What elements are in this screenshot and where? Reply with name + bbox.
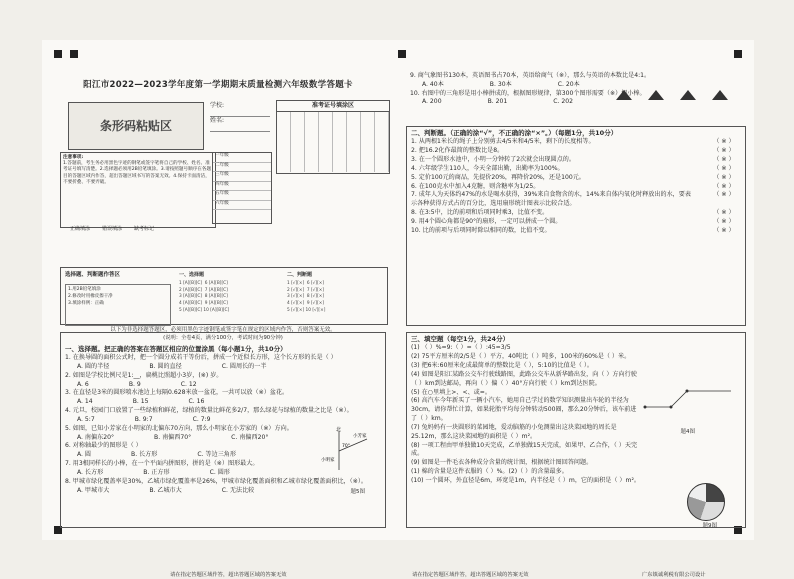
answer-banner: 以下为非选择题答题区，必须用黑色字迹钢笔或签字笔在规定的区域内作答，否则答案无效。 [110, 327, 336, 333]
q9-text: 9. 商气象图书130本，英语图书占70本，英语给商气（※），那么与英语的本数比是4:1。 [410, 72, 651, 79]
questions-box [60, 332, 386, 528]
right-footer-right: 广东镇诚利税有限公司设计 [642, 572, 706, 578]
class-item[interactable]: 五年级 [213, 191, 271, 201]
judge-item: 8. 在3:5中，比的前项和后项同时乘3，比值不变。 （ ※ ） [411, 209, 735, 217]
left-page [50, 40, 386, 578]
page-title: 阳江市2022—2023学年度第一学期期末质量检测六年级数学答题卡 [83, 80, 353, 90]
class-item[interactable]: 三年级 [213, 172, 271, 182]
choice-bubbles[interactable]: 1 [A][B][C] 6 [A][B][C] 2 [A][B][C] 7 [A][B][C] 3 [A][B][C] 8 [A][B][C] 4 [A][B][C] 9 [A][B][C] 5 [A][B][C] 10 [A][B][C] [179, 281, 230, 313]
school-field[interactable]: 学校: [210, 102, 270, 117]
fill-box [406, 332, 746, 528]
question: 3. 在直径是3米的圆形喷水池边上每隔0.628米放一盆花，一共可以放（※）盆花。 A. 14 B. 15 C. 16 [65, 389, 289, 406]
angle-label: 70° [342, 444, 350, 449]
class-list [212, 152, 272, 224]
choice-answer-area [60, 267, 388, 325]
judge-item: 5. 定价100元的商品，先提价20%，再降价20%，还是100元。 （ ※ ） [411, 173, 735, 181]
pie-chart [687, 483, 725, 521]
question: 4. 元旦，校园门口放置了一些绿植和鲜花，绿植的数量比鲜花多2/7，那么绿花与绿植的数量之比是（※）。 A. 5:7 B. 9:7 C. 7:9 [65, 407, 353, 423]
judge-item: 9. 用4个圆心角都是90°的扇形，一定可以拼成一个圆。 （ ※ ） [411, 217, 735, 225]
question: 8. 甲城市绿化覆盖率是30%，乙城市绿化覆盖率是26%，甲城市绿化覆盖面积和乙城市绿化覆盖面积比，（※）。 A. 甲城市大 B. 乙城市大 C. 无法比较 [65, 477, 367, 494]
q10-text: 10. 右图中的三角形是用小棒拼成的，根据图形规律，第300个图形需要（※）根小棒。 [410, 89, 646, 97]
fill-item: (1) 棉的含量是这件衣服的（ ）%。(2)（ ）的含量最多。 [411, 468, 568, 476]
fill-heading: 三、填空题（每空1分，共24分） [411, 335, 510, 343]
class-item[interactable]: 二年级 [213, 163, 271, 173]
north-label: 北 [336, 427, 342, 433]
point-b-label: 小明家 [321, 458, 335, 463]
right-footer-left: 请在指定答题区域作答，超出答题区域的答案无效 [412, 572, 529, 578]
question: 6. 对称轴最少的图形是（ ） A. 圆 B. 长方形 C. 等边三角形 [65, 442, 236, 459]
question: 2. 如图是学校比例尺是1:__，扁桃比照超小3岁，(※) 岁。 A. 6 B. 9 C. 12 [65, 371, 223, 388]
class-item[interactable]: 一年级 [213, 153, 271, 163]
fill-item: (10) 一个圆环，外直径是6m，环宽是1m，内半径是（ ）m，它的面积是（ ）m²。 [411, 476, 640, 484]
fill-item: (9) 如图是一件毛衣各种成分含量的统计图，根据统计图回答问题。 [411, 459, 593, 467]
choice-area-title: 选择题、判断题作答区 [65, 272, 121, 278]
fill-item: (7) 兔妈妈有一块圆形的菜园地，爱动脑筋的小兔测量出这块菜园地的周长是25.12m，那么这块菜园地的面积是（ ）m²。 [411, 423, 617, 440]
point-a-label: 小芳家 [353, 434, 367, 439]
direction-figure [319, 425, 375, 475]
student-info [210, 102, 270, 148]
admit-label: 准考证号填涂区 [277, 101, 389, 112]
notes-title: 注意事项: [63, 155, 84, 160]
judge-item: 6. 在100克水中加入4克糖，则含糖率为1/25。 （ ※ ） [411, 182, 735, 190]
admission-number-grid[interactable] [276, 100, 390, 174]
notes [60, 152, 216, 228]
choice-continued: 9. 商气象图书130本，英语图书占70本，英语给商气（※），那么与英语的本数比是4:1。 A. 40本 B. 30本 C. 20本 10. 右图中的三角形是用小棒拼成的，根据图形规律，第300个图形需要（※）根小棒。 A. 200 B. 201 C. 202 [406, 70, 746, 122]
absent-mark[interactable]: 缺考标记 [134, 226, 155, 232]
judge-item: 7. 成年人为天体约47%的水是喝水获得，39%来自食物含的水，14%来自体内氧化时释放出的水，要表示各种获得方式占的百分比，选用扇形统计图表示比较合适。 （ ※ ） [411, 191, 735, 208]
judge-item: 4. 六年级学生110人，今天全部出勤，出勤率为100%。 （ ※ ） [411, 164, 735, 172]
fill-item: (8) 一项工程由甲单独做10天完成，乙单独做15天完成，如果甲、乙合作，（ ）天完成。 [411, 441, 638, 458]
judge-item: 3. 在一个圆形水池中，小明一分钟转了2次就会出现圆点的。 （ ※ ） [411, 156, 735, 164]
figure-caption: 题5图 [350, 489, 365, 495]
judge-heading: 二、判断题。（正确的涂“√”，不正确的涂“×”。）（每题1分，共10分） [411, 129, 618, 137]
wrong-example: 错误填涂 [102, 226, 123, 232]
registration-mark [398, 50, 406, 58]
score-note: (说明：全卷4页，满分100分，考试时间为90分钟) [163, 335, 283, 341]
route-map [641, 377, 737, 427]
pie-caption: 题9图 [702, 523, 717, 529]
section-heading: 一、选择题。把正确的答案在答题区相应的位置涂黑（每小题1分，共10分） [65, 344, 287, 353]
barcode-area: 条形码粘贴区 [68, 102, 204, 150]
fill-item: (2) 75平方厘米的2/5是（ ）平方，40吨比（ ）吨多，100米的60%是（ ）米。 [411, 353, 631, 361]
sec1-label: 一、选择题 [179, 272, 205, 278]
fill-item: (1) （ ）%=9:（ ）=（ ）:45=3/5 [411, 344, 511, 352]
fill-item: (5) 在○里填上>、<、或=。 [411, 388, 491, 396]
notes-text: 1.答题前，考生务必用黑色字迹的钢笔或签字笔将自己的学校、姓名、准考证号填写清楚。2.选择题必须用2B铅笔填涂。3.请按照题号顺序在各题目的答题区域内作答，超出答题区域书写的答案无效。4.保持卡面清洁，不要折叠、不要弄破。 [63, 161, 212, 185]
name-field[interactable]: 姓名: [210, 117, 270, 132]
registration-mark [734, 50, 742, 58]
fill-demo [70, 226, 270, 238]
fill-item: (4) 如图是阳江某路公交车行驶线路图，此路公交车从新华路出发，向（ ）方向行驶（ ）km到达邮局，再向（ ）偏（ ）40°方向行驶（ ）km到达医院。 [411, 370, 637, 387]
judge-item: 2. 把16.2化作最简的整数比是8。 （ ※ ） [411, 147, 735, 155]
left-footer: 请在指定答题区域作答，超出答题区域的答案无效 [170, 572, 287, 578]
question: 7. 用3根同样长的小棒，在一个平面内拼图形，拼的是（※）图形最大。 A. 长方形 B. 正方形 C. 圆形 [65, 460, 259, 476]
judge-item: 1. 从两根1米长的绳子上分别剪去4/5米和4/5米，剩下的长度相等。 （ ※ ） [411, 138, 735, 146]
class-item[interactable]: 四年级 [213, 182, 271, 192]
judge-bubbles[interactable]: 1 [√][×] 6 [√][×] 2 [√][×] 7 [√][×] 3 [√][×] 8 [√][×] 4 [√][×] 9 [√][×] 5 [√][×] 10 [√][×] [287, 281, 326, 313]
answer-sheet [42, 40, 754, 578]
class-item[interactable]: 六年级 [213, 201, 271, 211]
fill-example: 正确填涂 [70, 226, 91, 232]
triangle-pattern [608, 90, 736, 104]
fill-item: (6) 高汽车今年新买了一辆小汽车，她用自己学过的数学知识测量出车轮的半径为30cm，请你帮忙计算，如果轮胎平均每分钟转动500圈，那么20分钟后，该车前进了（ ）km。 [411, 397, 637, 423]
judge-box [406, 126, 746, 326]
question: 5. 如图，已知小芳家在小明家的北偏东70方向，那么小明家在小芳家的（※）方向。 A. 南偏东20° B. 南偏西70° C. 南偏西20° [65, 424, 293, 441]
fill-item: (3) 把6米:60厘米化成最简单的整数比是（ ），5:10的比值是（ ）。 [411, 362, 593, 370]
map-caption: 题4图 [680, 429, 695, 435]
question: 1. 在换导圆的面积公式时，把一个圆分成若干等份后，拼成一个近似长方形，这个长方形的长是（ ） A. 圆的半径 B. 圆的直径 C. 圆周长的一半 [65, 354, 337, 370]
judge-item: 10. 比的前项与后项同时除以相同的数，比值不变。 （ ※ ） [411, 226, 735, 234]
choice-notes: 1.用2B铅笔填涂 2.修改时用橡皮擦干净 3.填涂样例：正确 [65, 284, 171, 326]
sec2-label: 二、判断题 [287, 272, 313, 278]
